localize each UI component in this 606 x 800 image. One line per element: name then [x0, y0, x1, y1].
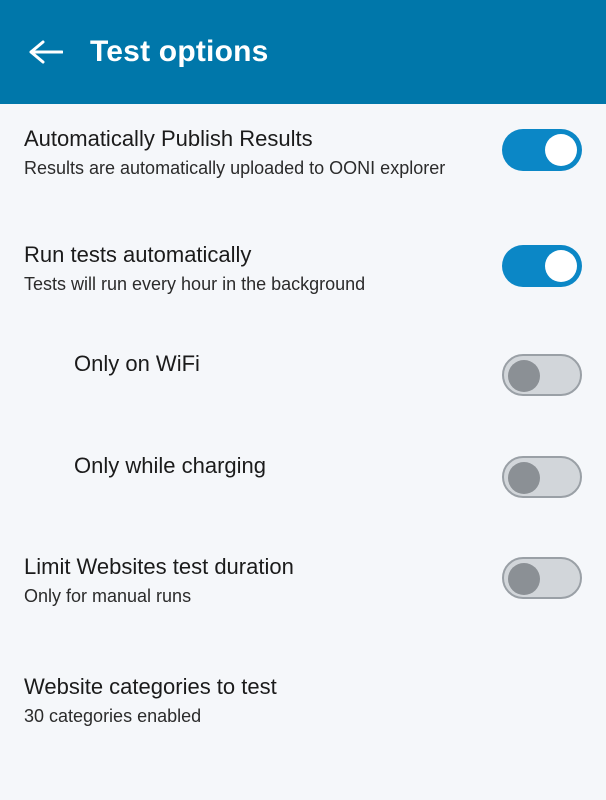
toggle-knob [508, 360, 540, 392]
option-text [24, 126, 502, 179]
option-title: Limit Websites test duration [24, 553, 294, 579]
option-title: Only while charging [74, 452, 266, 478]
toggle-knob [545, 134, 577, 166]
option-row-website-categories-to-test[interactable] [0, 607, 606, 727]
option-row-automatically-publish-results[interactable] [0, 104, 606, 179]
toggle-limit-websites-test-duration[interactable] [502, 557, 582, 599]
option-title: Only on WiFi [74, 350, 200, 376]
option-row-only-on-wifi[interactable] [0, 296, 606, 396]
toggle-run-tests-automatically[interactable] [502, 245, 582, 287]
option-title: Website categories to test [24, 674, 277, 700]
toggle-only-while-charging[interactable] [502, 456, 582, 498]
option-title: Automatically Publish Results [24, 126, 313, 151]
toggle-knob [545, 250, 577, 282]
options-list [0, 104, 606, 728]
toggle-automatically-publish-results[interactable] [502, 129, 582, 171]
option-subtitle: Only for manual runs [24, 585, 192, 606]
option-row-limit-websites-test-duration[interactable] [0, 498, 606, 607]
no-toggle-spacer [502, 674, 582, 716]
toggle-only-on-wifi[interactable] [502, 354, 582, 396]
option-title: Run tests automatically [24, 242, 252, 268]
arrow-left-icon [29, 39, 63, 65]
option-text [24, 554, 502, 607]
option-subtitle: Tests will run every hour in the background [24, 274, 366, 295]
option-subtitle: Results are automatically uploaded to OONI explorer [24, 157, 446, 178]
option-subtitle: 30 categories enabled [24, 706, 202, 727]
option-text [24, 453, 502, 479]
option-row-only-while-charging[interactable] [0, 396, 606, 498]
option-row-run-tests-automatically[interactable] [0, 179, 606, 295]
toggle-knob [508, 462, 540, 494]
toggle-knob [508, 563, 540, 595]
back-button[interactable] [24, 30, 68, 74]
option-text [24, 351, 502, 377]
option-text [24, 674, 502, 727]
app-bar [0, 0, 606, 104]
page-title: Test options [90, 35, 269, 68]
option-text [24, 242, 502, 295]
